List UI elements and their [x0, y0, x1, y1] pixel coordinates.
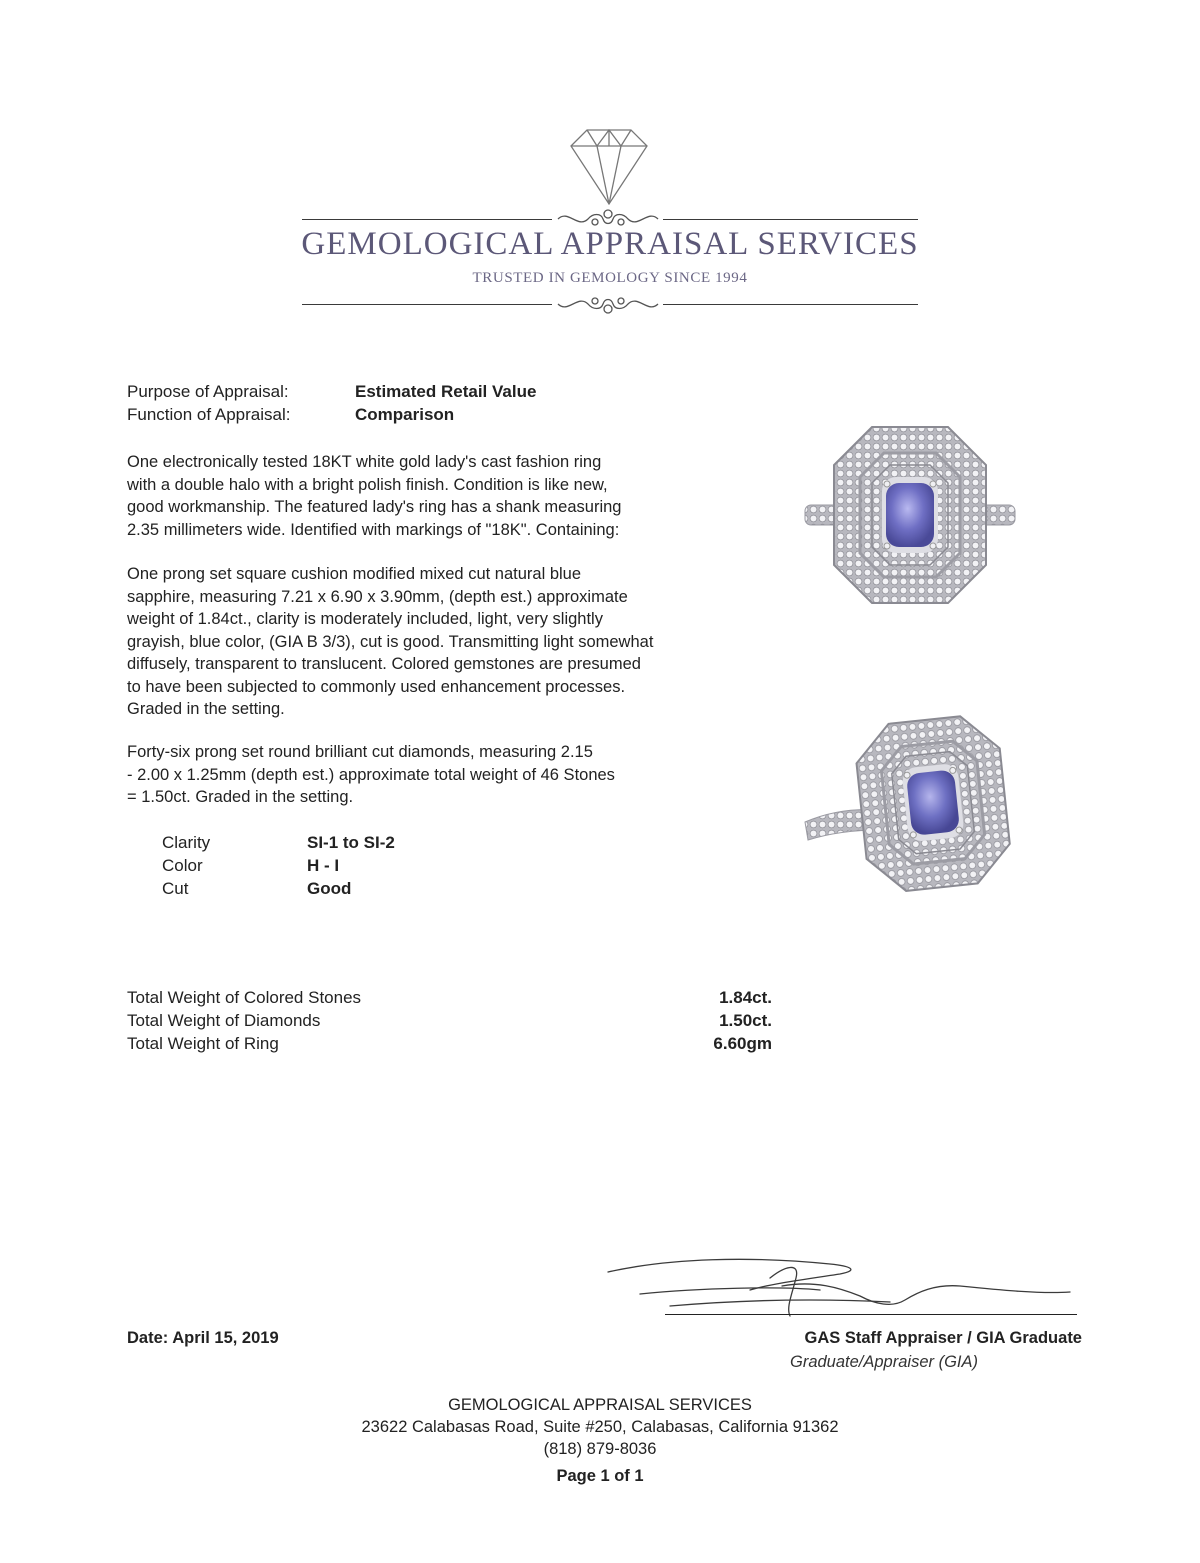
grading-value: Good — [307, 879, 352, 898]
logo-rule-top-right — [663, 219, 918, 220]
appraiser-credential: Graduate/Appraiser (GIA) — [790, 1353, 978, 1371]
appraiser-title: GAS Staff Appraiser / GIA Graduate — [804, 1329, 1082, 1347]
weight-totals — [127, 986, 772, 1055]
purpose-value: Estimated Retail Value — [355, 382, 537, 401]
appraisal-date: Date: April 15, 2019 — [127, 1329, 279, 1347]
text-line: to have been subjected to commonly used enhancement processes. — [127, 677, 626, 696]
text-line: Graded in the setting. — [127, 700, 285, 718]
ring-photo-front — [800, 415, 1020, 615]
text-line: grayish, blue color, (GIA B 3/3), cut is good. Transmitting light somewhat — [127, 632, 654, 651]
text-line: good workmanship. The featured lady's ring has a shank measuring — [127, 498, 622, 516]
sapphire-description — [127, 563, 777, 721]
grading-row-clarity — [162, 831, 482, 854]
footer-company: GEMOLOGICAL APPRAISAL SERVICES — [448, 1396, 752, 1414]
totals-row-colored-stones — [127, 986, 772, 1009]
grading-row-cut — [162, 877, 482, 900]
ring-photo-angle — [800, 712, 1020, 912]
text-line: - 2.00 x 1.25mm (depth est.) approximate total weight of 46 Stones — [127, 765, 615, 784]
sapphire-stone — [886, 483, 934, 547]
logo-rule-bottom-right — [663, 304, 918, 305]
totals-value: 1.84ct. — [719, 988, 772, 1007]
diamond-description — [127, 741, 777, 809]
footer-street: 23622 Calabasas Road, Suite #250, Calabasas, California 91362 — [361, 1418, 839, 1436]
ring-description — [127, 451, 777, 541]
text-line: weight of 1.84ct., clarity is moderately included, light, very slightly — [127, 610, 603, 628]
function-label: Function of Appraisal: — [127, 405, 291, 424]
text-line: diffusely, transparent to translucent. Colored gemstones are presumed — [127, 655, 641, 673]
logo-rule-top-left — [302, 219, 552, 220]
text-line: One prong set square cushion modified mixed cut natural blue — [127, 565, 582, 583]
text-line: = 1.50ct. Graded in the setting. — [127, 788, 354, 806]
appraiser-signature — [600, 1250, 1080, 1322]
totals-value: 1.50ct. — [719, 1011, 772, 1030]
grading-row-color — [162, 854, 482, 877]
grading-label: Cut — [162, 879, 189, 898]
footer-address — [200, 1394, 1000, 1460]
text-line: sapphire, measuring 7.21 x 6.90 x 3.90mm, (depth est.) approximate — [127, 587, 628, 606]
totals-label: Total Weight of Diamonds — [127, 1011, 321, 1030]
text-line: Forty-six prong set round brilliant cut diamonds, measuring 2.15 — [127, 743, 593, 761]
grading-value: H - I — [307, 856, 340, 875]
totals-row-ring — [127, 1032, 772, 1055]
grading-label: Clarity — [162, 833, 211, 852]
text-line: with a double halo with a bright polish finish. Condition is like new, — [127, 475, 608, 494]
signature-line — [665, 1314, 1077, 1315]
company-logo — [0, 0, 1200, 340]
company-tagline: TRUSTED IN GEMOLOGY SINCE 1994 — [472, 270, 748, 286]
function-value: Comparison — [355, 405, 455, 424]
totals-label: Total Weight of Colored Stones — [127, 988, 362, 1007]
totals-label: Total Weight of Ring — [127, 1034, 279, 1053]
grading-label: Color — [162, 856, 203, 875]
grading-value: SI-1 to SI-2 — [307, 833, 395, 852]
text-line: One electronically tested 18KT white gold lady's cast fashion ring — [127, 453, 602, 471]
page-number: Page 1 of 1 — [556, 1467, 644, 1485]
totals-row-diamonds — [127, 1009, 772, 1032]
logo-rule-bottom-left — [302, 304, 552, 305]
flourish-ornament-bottom — [553, 290, 663, 318]
totals-value: 6.60gm — [713, 1034, 772, 1053]
company-name: GEMOLOGICAL APPRAISAL SERVICES — [301, 226, 919, 262]
diamond-icon — [549, 126, 669, 208]
text-line: 2.35 millimeters wide. Identified with markings of "18K". Containing: — [127, 520, 620, 539]
purpose-label: Purpose of Appraisal: — [127, 382, 289, 401]
sapphire-stone — [906, 769, 960, 836]
diamond-grading — [162, 831, 482, 900]
footer-phone: (818) 879-8036 — [543, 1440, 657, 1458]
appraisal-purpose-block — [127, 380, 727, 426]
